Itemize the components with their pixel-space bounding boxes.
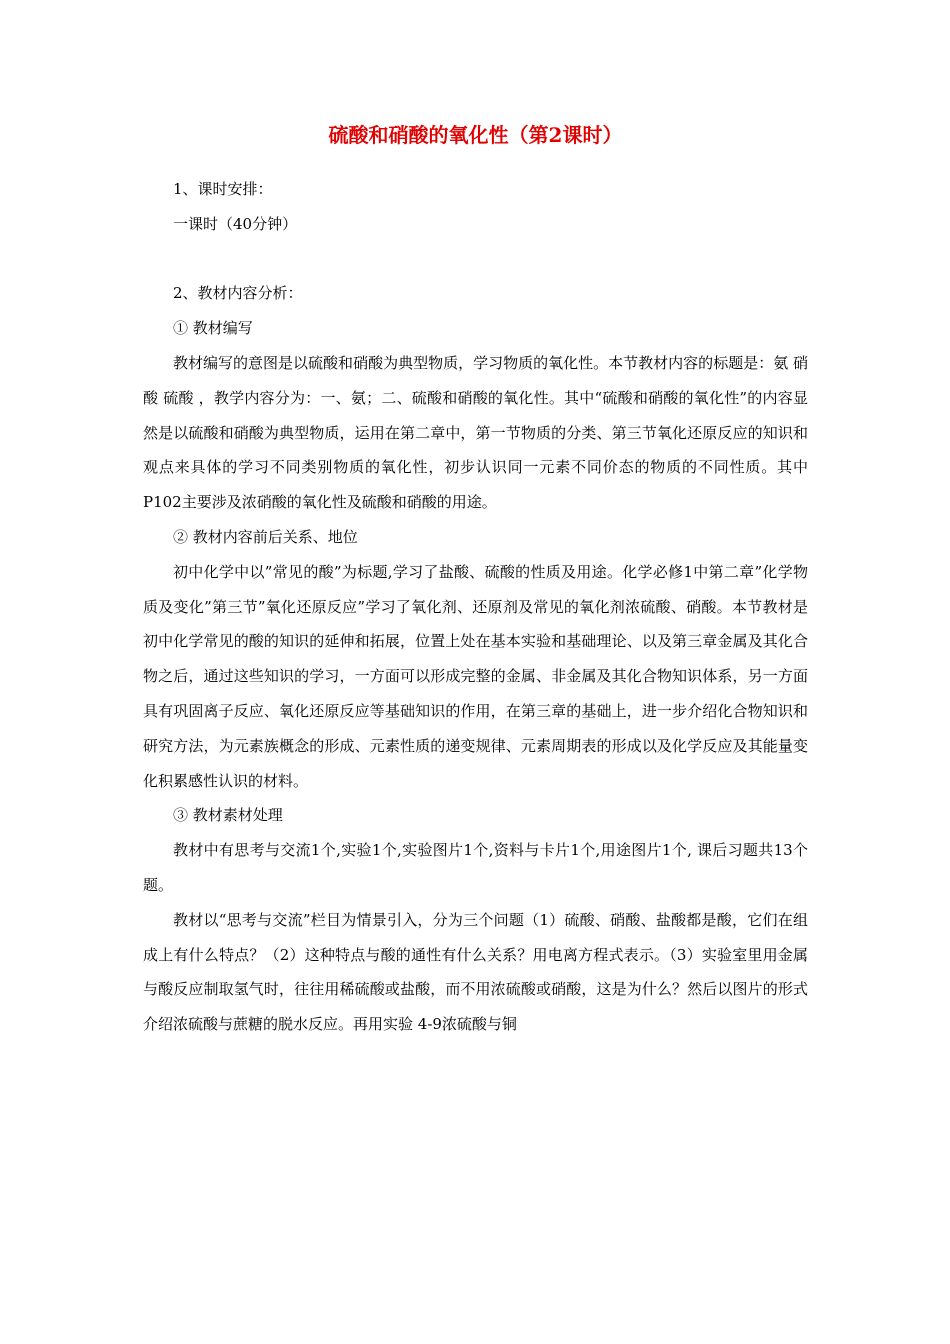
paragraph-relation: 初中化学中以”常见的酸”为标题,学习了盐酸、硫酸的性质及用途。化学必修1中第二章”化学物质及变化”第三节”氧化还原反应”学习了氧化剂、还原剂及常见的氧化剂浓硫酸、硝酸。本节教材是初中化学常见的酸的知识的延伸和拓展，位置上处在基本实验和基础理论、以及第三章金属及其化合物之后，通过这些知识的学习，一方面可以形成完整的金属、非金属及其化合物知识体系，另一方面具有巩固离子反应、氧化还原反应等基础知识的作用，在第三章的基础上，进一步介绍化合物知识和研究方法，为元素族概念的形成、元素性质的递变规律、元素周期表的形成以及化学反应及其能量变化积累感性认识的材料。: [143, 562, 808, 790]
document-page: [143, 118, 808, 1042]
paragraph-writing: 教材编写的意图是以硫酸和硝酸为典型物质，学习物质的氧化性。本节教材内容的标题是：氨 硝酸 硫酸 ，教学内容分为：一、氨；二、硫酸和硝酸的氧化性。其中“硫酸和硝酸的氧化性”的内容显然是以硫酸和硝酸为典型物质，运用在第二章中，第一节物质的分类、第三节氧化还原反应的知识和观点来具体的学习不同类别物质的氧化性，初步认识同一元素不同价态的物质的不同性质。其中P102主要涉及浓硝酸的氧化性及硫酸和硝酸的用途。: [143, 353, 808, 512]
paragraph-material-2: 教材以“思考与交流”栏目为情景引入，分为三个问题（1）硫酸、硝酸、盐酸都是酸，它们在组成上有什么特点？（2）这种特点与酸的通性有什么关系？用电离方程式表示。（3）实验室里用金属与酸反应制取氢气时，往往用稀硫酸或盐酸，而不用浓硫酸或硝酸，这是为什么？然后以图片的形式介绍浓硫酸与蔗糖的脱水反应。再用实验 4-9浓硫酸与铜: [143, 910, 808, 1034]
subsection-heading-relation: ② 教材内容前后关系、地位: [173, 527, 358, 546]
section-heading-analysis: 2、教材内容分析：: [173, 284, 303, 303]
document-title: 硫酸和硝酸的氧化性（第2课时）: [328, 123, 623, 147]
subsection-heading-writing: ① 教材编写: [173, 319, 253, 338]
paragraph-material-1: 教材中有思考与交流1个,实验1个,实验图片1个,资料与卡片1个,用途图片1个, 课后习题共13个题。: [143, 841, 808, 894]
subsection-heading-material: ③ 教材素材处理: [173, 806, 283, 825]
schedule-text: 一课时（40分钟）: [173, 214, 298, 233]
section-heading-schedule: 1、课时安排：: [173, 180, 273, 198]
blank-line: [143, 242, 808, 277]
